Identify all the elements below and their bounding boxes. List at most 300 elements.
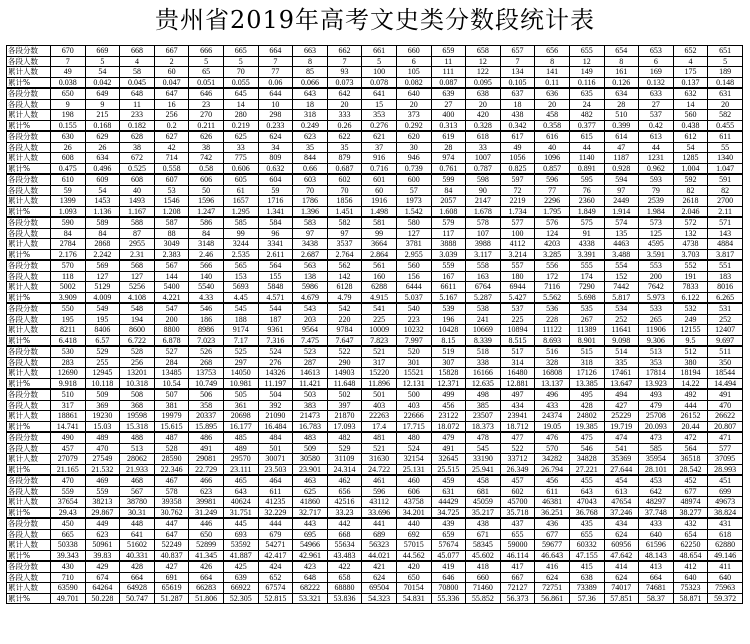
table-cell: 59 xyxy=(258,185,293,196)
table-cell: 642 xyxy=(327,88,362,99)
table-cell: 7290 xyxy=(569,282,604,293)
table-cell: 14 xyxy=(223,99,258,110)
table-cell: 38 xyxy=(120,142,155,153)
table-cell: 13.137 xyxy=(535,378,570,389)
table-cell: 9 xyxy=(85,99,120,110)
table-cell: 13.923 xyxy=(639,378,674,389)
table-cell: 647 xyxy=(154,88,189,99)
table-cell: 64264 xyxy=(85,583,120,594)
table-cell: 15.895 xyxy=(189,421,224,432)
table-cell: 43.483 xyxy=(327,550,362,561)
table-cell: 643 xyxy=(223,486,258,497)
table-cell: 14 xyxy=(673,99,708,110)
table-cell: 0.313 xyxy=(431,120,466,131)
table-cell: 529 xyxy=(327,443,362,454)
table-cell: 515 xyxy=(569,346,604,357)
table-cell: 8986 xyxy=(189,325,224,336)
table-cell: 34282 xyxy=(535,454,570,465)
table-cell: 1.914 xyxy=(604,206,639,217)
table-cell: 666 xyxy=(189,46,224,57)
table-cell: 524 xyxy=(258,346,293,357)
table-cell: 223 xyxy=(396,314,431,325)
table-cell: 187 xyxy=(258,314,293,325)
count-row xyxy=(7,443,743,454)
row-label: 各段人数 xyxy=(7,56,51,67)
table-cell: 470 xyxy=(85,443,120,454)
cumulative-count-row xyxy=(7,411,743,422)
table-cell: 611 xyxy=(708,131,743,142)
table-cell: 23.503 xyxy=(258,464,293,475)
table-cell: 468 xyxy=(120,475,155,486)
table-cell: 6944 xyxy=(500,282,535,293)
table-cell: 426 xyxy=(189,561,224,572)
table-cell: 547 xyxy=(154,303,189,314)
count-row xyxy=(7,400,743,411)
table-cell: 12 xyxy=(466,56,501,67)
table-cell: 3.285 xyxy=(535,249,570,260)
table-cell: 551 xyxy=(708,260,743,271)
table-cell: 55 xyxy=(708,142,743,153)
row-label: 累计% xyxy=(7,77,51,88)
cumulative-count-row xyxy=(7,540,743,551)
table-cell: 60956 xyxy=(604,540,639,551)
table-cell: 527 xyxy=(154,346,189,357)
cumulative-count-row xyxy=(7,325,743,336)
table-cell: 93 xyxy=(327,67,362,78)
table-cell: 15.318 xyxy=(120,421,155,432)
table-cell: 9.918 xyxy=(51,378,86,389)
table-cell: 418 xyxy=(466,561,501,572)
table-cell: 57.851 xyxy=(604,593,639,604)
table-cell: 482 xyxy=(327,432,362,443)
table-cell: 473 xyxy=(639,432,674,443)
table-cell: 0.66 xyxy=(293,163,328,174)
table-cell: 37.748 xyxy=(639,507,674,518)
table-cell: 453 xyxy=(639,475,674,486)
table-cell: 7442 xyxy=(604,282,639,293)
table-cell: 3537 xyxy=(327,239,362,250)
table-cell: 70 xyxy=(223,67,258,78)
table-cell: 2.242 xyxy=(85,249,120,260)
table-cell: 420 xyxy=(466,110,501,121)
table-cell: 458 xyxy=(535,110,570,121)
table-cell: 616 xyxy=(535,131,570,142)
table-cell: 8.339 xyxy=(466,335,501,346)
table-cell: 528 xyxy=(154,443,189,454)
row-label: 各段人数 xyxy=(7,486,51,497)
table-cell: 50.747 xyxy=(120,593,155,604)
table-cell: 58345 xyxy=(466,540,501,551)
table-cell: 436 xyxy=(535,518,570,529)
table-cell: 513 xyxy=(639,346,674,357)
table-cell: 0.761 xyxy=(431,163,466,174)
table-cell: 45.077 xyxy=(431,550,466,561)
table-cell: 14613 xyxy=(293,368,328,379)
table-cell: 32.717 xyxy=(293,507,328,518)
table-cell: 2.535 xyxy=(223,249,258,260)
table-cell: 637 xyxy=(500,88,535,99)
table-cell: 42.961 xyxy=(293,550,328,561)
table-cell: 12945 xyxy=(85,368,120,379)
row-label: 各段分数 xyxy=(7,88,51,99)
cumulative-count-row xyxy=(7,239,743,250)
count-row xyxy=(7,486,743,497)
table-cell: 338 xyxy=(466,357,501,368)
table-cell: 14.494 xyxy=(708,378,743,389)
table-cell: 8406 xyxy=(85,325,120,336)
table-cell: 640 xyxy=(708,572,743,583)
row-label: 累计% xyxy=(7,120,51,131)
table-cell: 569 xyxy=(85,260,120,271)
table-cell: 59 xyxy=(51,185,86,196)
table-cell: 7 xyxy=(500,56,535,67)
table-cell: 58 xyxy=(120,67,155,78)
table-cell: 651 xyxy=(708,46,743,57)
table-cell: 1399 xyxy=(51,196,86,207)
table-cell: 24374 xyxy=(535,411,570,422)
table-cell: 15220 xyxy=(362,368,397,379)
table-cell: 5.973 xyxy=(639,292,674,303)
table-cell: 532 xyxy=(673,303,708,314)
table-cell: 6.57 xyxy=(85,335,120,346)
table-cell: 37095 xyxy=(708,454,743,465)
table-cell: 135 xyxy=(604,228,639,239)
table-cell: 29.43 xyxy=(51,507,86,518)
table-cell: 100 xyxy=(362,67,397,78)
table-cell: 491 xyxy=(708,389,743,400)
table-cell: 422 xyxy=(327,561,362,572)
table-cell: 191 xyxy=(673,271,708,282)
table-cell: 12.371 xyxy=(431,378,466,389)
table-cell: 61596 xyxy=(639,540,674,551)
score-row xyxy=(7,432,743,443)
table-cell: 45.602 xyxy=(466,550,501,561)
table-cell: 75323 xyxy=(673,583,708,594)
table-cell: 2147 xyxy=(466,196,501,207)
table-cell: 615 xyxy=(569,131,604,142)
table-cell: 596 xyxy=(535,174,570,185)
table-cell: 17.715 xyxy=(396,421,431,432)
table-cell: 7.997 xyxy=(396,335,431,346)
table-cell: 20.093 xyxy=(639,421,674,432)
table-cell: 549 xyxy=(85,303,120,314)
table-cell: 516 xyxy=(535,346,570,357)
table-cell: 518 xyxy=(466,346,501,357)
table-cell: 59000 xyxy=(500,540,535,551)
table-cell: 635 xyxy=(569,88,604,99)
table-cell: 618 xyxy=(708,529,743,540)
table-cell: 42516 xyxy=(327,497,362,508)
table-cell: 502 xyxy=(327,389,362,400)
table-cell: 17.093 xyxy=(327,421,362,432)
table-cell: 2.11 xyxy=(708,206,743,217)
table-cell: 0.182 xyxy=(120,120,155,131)
table-cell: 0.928 xyxy=(604,163,639,174)
row-label: 累计人数 xyxy=(7,110,51,121)
table-cell: 47.155 xyxy=(569,550,604,561)
table-cell: 12155 xyxy=(673,325,708,336)
table-cell: 625 xyxy=(223,131,258,142)
table-cell: 414 xyxy=(604,561,639,572)
table-cell: 663 xyxy=(293,46,328,57)
table-cell: 665 xyxy=(51,529,86,540)
table-cell: 54966 xyxy=(293,540,328,551)
table-cell: 420 xyxy=(396,561,431,572)
table-cell: 0.06 xyxy=(258,77,293,88)
table-cell: 417 xyxy=(500,561,535,572)
table-cell: 270 xyxy=(189,110,224,121)
table-cell: 5.562 xyxy=(535,292,570,303)
table-cell: 2868 xyxy=(85,239,120,250)
table-cell: 529 xyxy=(85,346,120,357)
table-cell: 564 xyxy=(258,260,293,271)
table-cell: 447 xyxy=(154,518,189,529)
table-cell: 554 xyxy=(604,260,639,271)
table-cell: 0.249 xyxy=(293,120,328,131)
table-cell: 118 xyxy=(51,271,86,282)
page-title: 贵州省2019年高考文史类分数段统计表 xyxy=(154,6,596,34)
table-cell: 1007 xyxy=(466,153,501,164)
table-cell: 10.318 xyxy=(120,378,155,389)
table-cell: 335 xyxy=(604,357,639,368)
table-cell: 541 xyxy=(604,443,639,454)
table-cell: 0.525 xyxy=(120,163,155,174)
table-cell: 132 xyxy=(673,228,708,239)
table-cell: 301 xyxy=(396,357,431,368)
table-cell: 0.211 xyxy=(189,120,224,131)
table-cell: 844 xyxy=(293,153,328,164)
table-cell: 392 xyxy=(258,400,293,411)
row-label: 累计人数 xyxy=(7,325,51,336)
table-cell: 1.849 xyxy=(569,206,604,217)
table-cell: 509 xyxy=(293,443,328,454)
table-cell: 624 xyxy=(362,572,397,583)
table-cell: 142 xyxy=(327,271,362,282)
table-cell: 40.331 xyxy=(120,550,155,561)
table-cell: 34.201 xyxy=(396,507,431,518)
count-row xyxy=(7,271,743,282)
table-cell: 3.909 xyxy=(51,292,86,303)
table-cell: 9174 xyxy=(223,325,258,336)
table-cell: 558 xyxy=(466,260,501,271)
table-cell: 503 xyxy=(293,389,328,400)
table-cell: 584 xyxy=(258,217,293,228)
table-cell: 589 xyxy=(85,217,120,228)
table-cell: 630 xyxy=(51,131,86,142)
table-cell: 9.697 xyxy=(708,335,743,346)
table-cell: 622 xyxy=(327,131,362,142)
table-cell: 38.277 xyxy=(673,507,708,518)
table-cell: 498 xyxy=(466,389,501,400)
table-cell: 607 xyxy=(154,174,189,185)
table-cell: 40 xyxy=(535,142,570,153)
table-cell: 495 xyxy=(569,389,604,400)
table-cell: 23507 xyxy=(466,411,501,422)
table-cell: 638 xyxy=(466,88,501,99)
table-cell: 710 xyxy=(51,572,86,583)
cumulative-percent-row xyxy=(7,507,743,518)
table-cell: 585 xyxy=(639,443,674,454)
table-cell: 22666 xyxy=(396,411,431,422)
table-cell: 4463 xyxy=(604,239,639,250)
table-cell: 28 xyxy=(604,99,639,110)
table-cell: 56.861 xyxy=(535,593,570,604)
table-cell: 2.611 xyxy=(258,249,293,260)
table-cell: 484 xyxy=(258,432,293,443)
table-cell: 82 xyxy=(708,185,743,196)
table-cell: 1.608 xyxy=(431,206,466,217)
table-cell: 2.046 xyxy=(673,206,708,217)
table-cell: 62250 xyxy=(673,540,708,551)
table-cell: 26622 xyxy=(708,411,743,422)
table-cell: 656 xyxy=(327,486,362,497)
count-row xyxy=(7,185,743,196)
table-cell: 22263 xyxy=(362,411,397,422)
table-cell: 613 xyxy=(639,131,674,142)
table-cell: 642 xyxy=(639,486,674,497)
row-label: 累计人数 xyxy=(7,411,51,422)
table-cell: 588 xyxy=(120,217,155,228)
table-cell: 255 xyxy=(85,357,120,368)
table-cell: 10 xyxy=(258,99,293,110)
table-cell: 570 xyxy=(535,443,570,454)
table-cell: 3.703 xyxy=(673,249,708,260)
table-cell: 7 xyxy=(258,56,293,67)
table-cell: 610 xyxy=(51,174,86,185)
table-cell: 669 xyxy=(85,46,120,57)
table-cell: 416 xyxy=(535,561,570,572)
table-cell: 11906 xyxy=(639,325,674,336)
table-cell: 13485 xyxy=(154,368,189,379)
table-cell: 47043 xyxy=(569,497,604,508)
table-cell: 1231 xyxy=(639,153,674,164)
table-cell: 742 xyxy=(189,153,224,164)
table-cell: 0.399 xyxy=(604,120,639,131)
table-cell: 21.933 xyxy=(120,464,155,475)
table-cell: 488 xyxy=(120,432,155,443)
table-cell: 483 xyxy=(293,432,328,443)
table-cell: 456 xyxy=(431,400,466,411)
table-cell: 640 xyxy=(396,88,431,99)
table-cell: 6764 xyxy=(466,282,501,293)
table-cell: 0.42 xyxy=(639,120,674,131)
table-cell: 879 xyxy=(327,153,362,164)
table-cell: 84 xyxy=(51,228,86,239)
row-label: 累计% xyxy=(7,335,51,346)
table-cell: 667 xyxy=(500,572,535,583)
table-cell: 0.168 xyxy=(85,120,120,131)
table-cell: 252 xyxy=(604,314,639,325)
table-cell: 643 xyxy=(569,486,604,497)
table-cell: 241 xyxy=(466,314,501,325)
table-cell: 12407 xyxy=(708,325,743,336)
table-cell: 19598 xyxy=(120,411,155,422)
table-cell: 485 xyxy=(223,432,258,443)
table-cell: 84 xyxy=(431,185,466,196)
table-cell: 14.741 xyxy=(51,421,86,432)
count-row xyxy=(7,56,743,67)
table-cell: 567 xyxy=(154,260,189,271)
table-cell: 44 xyxy=(639,142,674,153)
table-cell: 2.687 xyxy=(293,249,328,260)
table-cell: 3888 xyxy=(431,239,466,250)
table-cell: 644 xyxy=(258,88,293,99)
table-cell: 444 xyxy=(258,518,293,529)
table-cell: 31.751 xyxy=(223,507,258,518)
table-cell: 20 xyxy=(466,99,501,110)
table-cell: 506 xyxy=(189,389,224,400)
table-cell: 4.009 xyxy=(85,292,120,303)
table-cell: 533 xyxy=(639,303,674,314)
table-cell: 180 xyxy=(500,271,535,282)
row-label: 各段分数 xyxy=(7,518,51,529)
table-cell: 1.451 xyxy=(327,206,362,217)
table-cell: 505 xyxy=(223,389,258,400)
table-cell: 385 xyxy=(466,400,501,411)
row-label: 各段分数 xyxy=(7,46,51,57)
table-cell: 27549 xyxy=(85,454,120,465)
table-cell: 480 xyxy=(396,432,431,443)
row-label: 各段人数 xyxy=(7,572,51,583)
table-cell: 546 xyxy=(569,443,604,454)
table-cell: 0.825 xyxy=(500,163,535,174)
cumulative-percent-row xyxy=(7,593,743,604)
table-cell: 5.698 xyxy=(569,292,604,303)
table-cell: 0.857 xyxy=(535,163,570,174)
table-cell: 52249 xyxy=(154,540,189,551)
table-cell: 6.878 xyxy=(154,335,189,346)
row-label: 累计人数 xyxy=(7,540,51,551)
table-cell: 44 xyxy=(569,142,604,153)
table-cell: 1546 xyxy=(154,196,189,207)
table-cell: 47 xyxy=(604,142,639,153)
table-cell: 27 xyxy=(431,99,466,110)
table-cell: 434 xyxy=(500,400,535,411)
table-cell: 5 xyxy=(189,56,224,67)
table-cell: 490 xyxy=(51,432,86,443)
table-cell: 49.701 xyxy=(51,593,86,604)
table-cell: 419 xyxy=(431,561,466,572)
table-cell: 29081 xyxy=(189,454,224,465)
table-cell: 457 xyxy=(500,475,535,486)
table-cell: 6.418 xyxy=(51,335,86,346)
table-cell: 21090 xyxy=(258,411,293,422)
table-cell: 650 xyxy=(51,88,86,99)
table-cell: 85 xyxy=(293,67,328,78)
table-cell: 601 xyxy=(362,174,397,185)
table-cell: 0.11 xyxy=(535,77,570,88)
table-cell: 15828 xyxy=(431,368,466,379)
table-cell: 38 xyxy=(189,142,224,153)
row-label: 各段人数 xyxy=(7,529,51,540)
table-cell: 1973 xyxy=(396,196,431,207)
table-cell: 57 xyxy=(396,185,431,196)
table-cell: 48974 xyxy=(673,497,708,508)
table-cell: 68880 xyxy=(327,583,362,594)
table-cell: 2700 xyxy=(708,196,743,207)
row-label: 累计人数 xyxy=(7,282,51,293)
table-cell: 522 xyxy=(500,443,535,454)
table-cell: 474 xyxy=(604,432,639,443)
table-cell: 358 xyxy=(189,400,224,411)
table-cell: 97 xyxy=(327,228,362,239)
table-cell: 5.817 xyxy=(604,292,639,303)
table-cell: 350 xyxy=(708,357,743,368)
table-cell: 591 xyxy=(708,174,743,185)
table-cell: 574 xyxy=(604,217,639,228)
table-cell: 649 xyxy=(85,88,120,99)
table-cell: 60332 xyxy=(569,540,604,551)
